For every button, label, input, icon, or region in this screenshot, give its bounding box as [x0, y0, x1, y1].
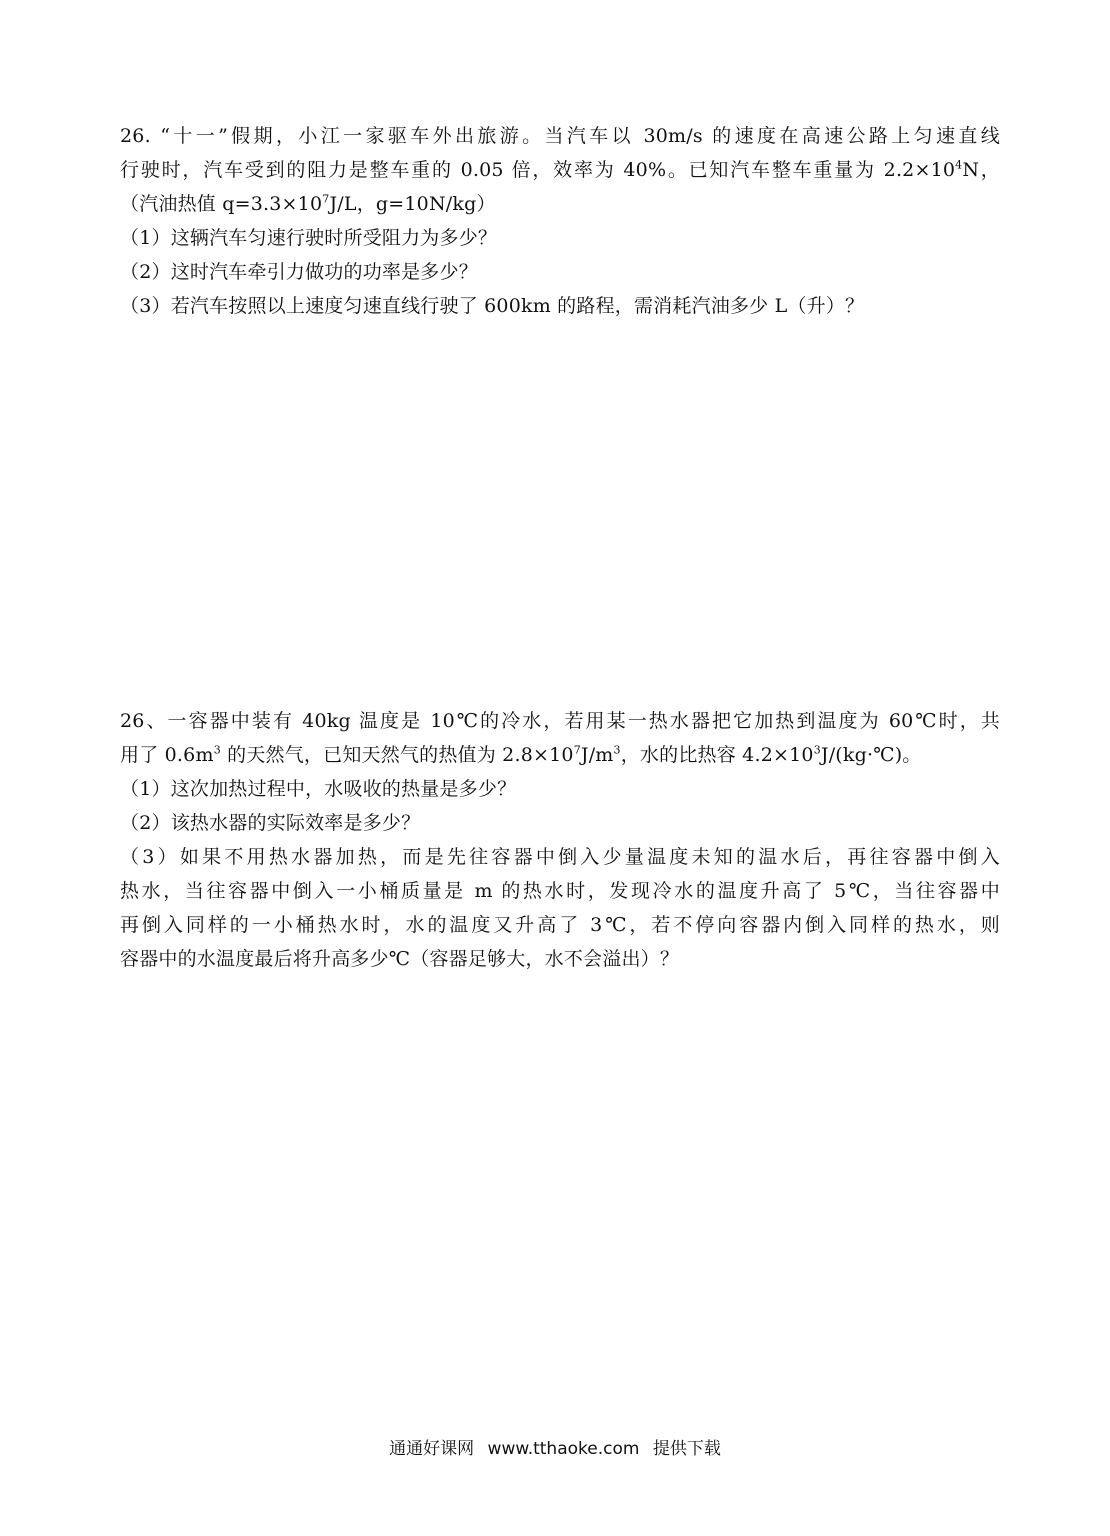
problem-2-question-3-line-4: 容器中的水温度最后将升高多少℃（容器足够大，水不会溢出）？ [120, 948, 680, 970]
page-footer [0, 1437, 1110, 1461]
problem-2-question-3-line-1: （3）如果不用热水器加热，而是先往容器中倒入少量温度未知的温水后，再往容器中倒入 [120, 846, 1000, 868]
problem-1-line-1 [120, 119, 1000, 153]
problem-1-line-3-text: （汽油热值 q=3.3×10 [120, 193, 323, 215]
problem-1-line-2 [120, 153, 1000, 187]
problem-1-line-2-tail: N， [962, 159, 1000, 181]
problem-1-question-1: （1）这辆汽车匀速行驶时所受阻力为多少？ [120, 227, 498, 249]
problem-1-question-3: （3）若汽车按照以上速度匀速直线行驶了 600km 的路程，需消耗汽油多少 L（升）？ [120, 295, 865, 317]
problem-2-line-2-text-d: ，水的比热容 4.2×10 [620, 744, 814, 766]
exponent: 7 [573, 743, 581, 757]
exponent: 3 [613, 743, 621, 757]
problem-2-question-3-line-3: 再倒入同样的一小桶热水时，水的温度又升高了 3℃，若不停向容器内倒入同样的热水，则 [120, 914, 1000, 936]
problem-2-line-2-text-b: 的天然气，已知天然气的热值为 2.8×10 [220, 744, 574, 766]
problem-2-line-1 [120, 704, 1000, 738]
problem-2-line-2 [120, 738, 1000, 772]
problem-2-question-3-line-2: 热水，当往容器中倒入一小桶质量是 m 的热水时，发现冷水的温度升高了 5℃，当往容器中 [120, 880, 1000, 902]
problem-2 [120, 704, 1000, 976]
problem-2-line-1-text: 26、一容器中装有 40kg 温度是 10℃的冷水，若用某一热水器把它加热到温度为 60℃时，共 [120, 710, 1000, 732]
problem-1-line-2-text: 行驶时，汽车受到的阻力是整车重的 0.05 倍，效率为 40%。已知汽车整车重量为 2.2×10 [120, 159, 956, 181]
problem-2-line-2-text-a: 用了 0.6m [120, 744, 214, 766]
problem-2-question-1: （1）这次加热过程中，水吸收的热量是多少？ [120, 778, 517, 800]
problem-2-line-2-text-e: J/(kg·℃)。 [820, 744, 922, 766]
footer-site-name: 通通好课网 [389, 1439, 475, 1459]
exponent: 3 [813, 743, 821, 757]
exponent: 4 [955, 158, 963, 172]
problem-1 [120, 119, 1000, 323]
problem-2-line-2-text-c: J/m [580, 744, 614, 766]
problem-2-question-2: （2）该热水器的实际效率是多少？ [120, 812, 421, 834]
exponent: 7 [322, 192, 330, 206]
footer-url[interactable]: www.tthaoke.com [487, 1439, 640, 1459]
problem-1-line-3-tail: J/L，g=10N/kg） [329, 193, 496, 215]
problem-1-line-3 [120, 187, 1000, 221]
exponent: 3 [213, 743, 221, 757]
problem-1-line-1-text: 26. “十一”假期，小江一家驱车外出旅游。当汽车以 30m/s 的速度在高速公路上匀速直线 [120, 125, 1000, 147]
footer-note: 提供下载 [652, 1439, 721, 1459]
problem-1-question-2: （2）这时汽车牵引力做功的功率是多少？ [120, 261, 478, 283]
